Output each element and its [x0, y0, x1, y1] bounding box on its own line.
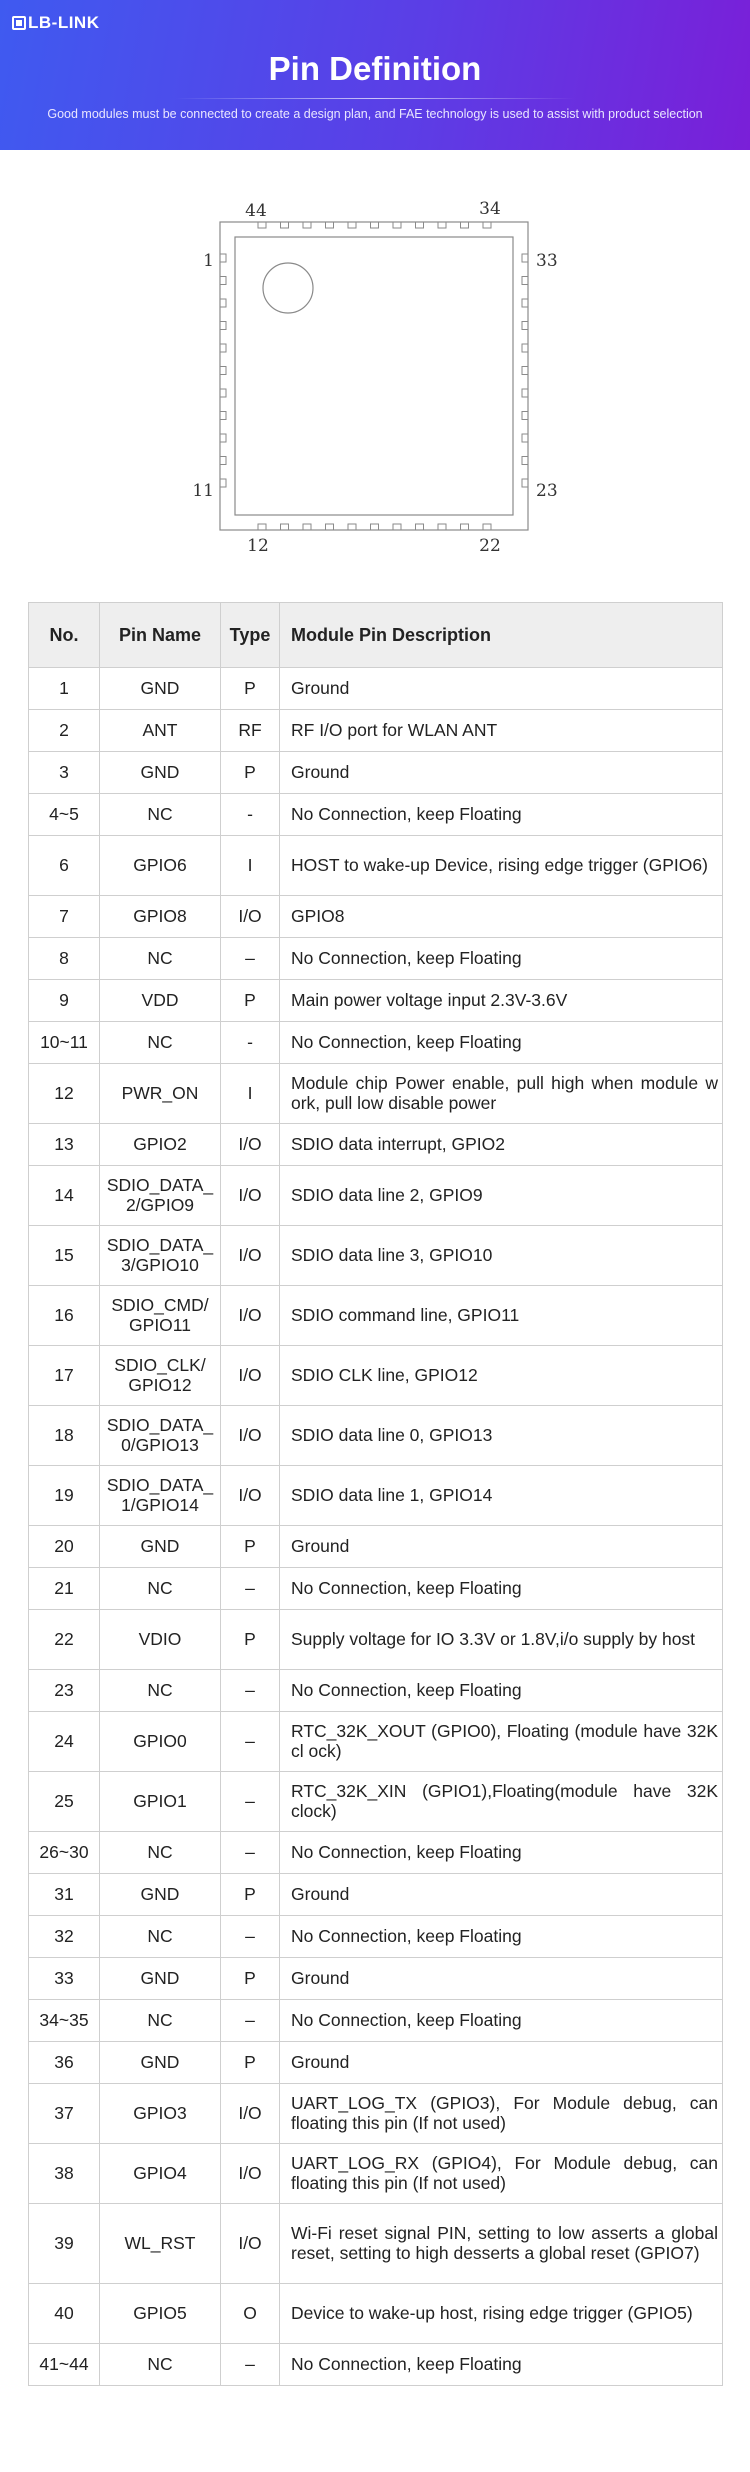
castellated-pad: [220, 322, 226, 330]
table-row: [29, 1610, 723, 1670]
table-row: [29, 2144, 723, 2204]
pin-type-cell: O: [221, 2284, 280, 2344]
pin-name-cell: VDD: [100, 980, 221, 1022]
header-banner: [0, 0, 750, 150]
table-row: [29, 2204, 723, 2284]
pin-description-cell: No Connection, keep Floating: [280, 938, 723, 980]
pin-number-cell: 22: [29, 1610, 100, 1670]
castellated-pad: [522, 367, 528, 375]
pin-type-cell: I: [221, 1064, 280, 1124]
castellated-pad: [258, 524, 266, 530]
castellated-pad: [522, 434, 528, 442]
pin-label-left-top: 1: [203, 251, 214, 271]
castellated-pad: [522, 344, 528, 352]
pin-type-cell: P: [221, 2042, 280, 2084]
table-row: [29, 1166, 723, 1226]
pin-number-cell: 20: [29, 1526, 100, 1568]
pin-name-cell: SDIO_DATA_ 2/GPIO9: [100, 1166, 221, 1226]
pin-number-cell: 19: [29, 1466, 100, 1526]
brand-logo-text: LB-LINK: [28, 13, 100, 32]
page-subtitle: Good modules must be connected to create a design plan, and FAE technology is used to assist with product selection: [47, 107, 703, 121]
pin-type-cell: I/O: [221, 1286, 280, 1346]
pin-type-cell: I: [221, 836, 280, 896]
pin-description-cell: RF I/O port for WLAN ANT: [280, 710, 723, 752]
table-row: [29, 938, 723, 980]
pin-type-cell: –: [221, 938, 280, 980]
castellated-pad: [258, 222, 266, 228]
table-row: [29, 794, 723, 836]
pin-description-cell: SDIO data line 2, GPIO9: [280, 1166, 723, 1226]
pin-name-cell: VDIO: [100, 1610, 221, 1670]
pin-name-cell: NC: [100, 1670, 221, 1712]
pin-description-cell: SDIO data interrupt, GPIO2: [280, 1124, 723, 1166]
castellated-pad: [522, 277, 528, 285]
pin-description-cell: SDIO data line 0, GPIO13: [280, 1406, 723, 1466]
pin-number-cell: 23: [29, 1670, 100, 1712]
castellated-pad: [220, 344, 226, 352]
pin-description-cell: Ground: [280, 1526, 723, 1568]
pin-type-cell: I/O: [221, 1466, 280, 1526]
table-row: [29, 2000, 723, 2042]
pin-label-bottom-left: 12: [247, 536, 269, 556]
castellated-pad: [483, 524, 491, 530]
column-header-description: Module Pin Description: [280, 603, 723, 668]
pin-type-cell: I/O: [221, 1226, 280, 1286]
castellated-pad: [220, 412, 226, 420]
pin-name-cell: GPIO1: [100, 1772, 221, 1832]
page-title: Pin Definition: [268, 50, 482, 87]
castellated-pad: [220, 367, 226, 375]
pin-type-cell: P: [221, 668, 280, 710]
pin-name-cell: GPIO6: [100, 836, 221, 896]
pin-number-cell: 16: [29, 1286, 100, 1346]
pin-number-cell: 12: [29, 1064, 100, 1124]
title-divider: [175, 98, 575, 99]
pin-description-cell: Ground: [280, 1874, 723, 1916]
table-row: [29, 896, 723, 938]
castellated-pad: [522, 389, 528, 397]
pin-type-cell: –: [221, 1772, 280, 1832]
pin-number-cell: 36: [29, 2042, 100, 2084]
pin-type-cell: –: [221, 1712, 280, 1772]
pin-name-cell: GND: [100, 1874, 221, 1916]
castellated-pad: [348, 222, 356, 228]
pin-number-cell: 25: [29, 1772, 100, 1832]
castellated-pad: [461, 222, 469, 228]
table-row: [29, 2284, 723, 2344]
logo-icon: [12, 16, 26, 30]
castellated-pad: [522, 299, 528, 307]
module-outer-border: [220, 222, 528, 530]
castellated-pad: [326, 524, 334, 530]
pin-type-cell: P: [221, 1610, 280, 1670]
table-row: [29, 1022, 723, 1064]
pin-number-cell: 6: [29, 836, 100, 896]
pin-number-cell: 24: [29, 1712, 100, 1772]
pin-name-cell: SDIO_DATA_ 3/GPIO10: [100, 1226, 221, 1286]
table-row: [29, 2344, 723, 2386]
column-header-type: Type: [221, 603, 280, 668]
column-header-no: No.: [29, 603, 100, 668]
pin-name-cell: NC: [100, 2000, 221, 2042]
pin-type-cell: –: [221, 1916, 280, 1958]
pin-name-cell: GPIO8: [100, 896, 221, 938]
pin-type-cell: I/O: [221, 2204, 280, 2284]
pin-number-cell: 10~11: [29, 1022, 100, 1064]
pin-name-cell: SDIO_CLK/ GPIO12: [100, 1346, 221, 1406]
pin-label-right-top: 33: [536, 251, 558, 271]
pin-name-cell: SDIO_DATA_ 1/GPIO14: [100, 1466, 221, 1526]
pin-type-cell: –: [221, 2344, 280, 2386]
table-row: [29, 1226, 723, 1286]
pin-description-cell: No Connection, keep Floating: [280, 1832, 723, 1874]
castellated-pad: [483, 222, 491, 228]
pin-name-cell: GPIO0: [100, 1712, 221, 1772]
castellated-pad: [326, 222, 334, 228]
table-row: [29, 1832, 723, 1874]
pin-number-cell: 34~35: [29, 2000, 100, 2042]
table-row: [29, 1712, 723, 1772]
pin-name-cell: ANT: [100, 710, 221, 752]
pin-label-right-bottom: 23: [536, 481, 558, 501]
pin-type-cell: P: [221, 980, 280, 1022]
castellated-pad: [281, 222, 289, 228]
table-row: [29, 1286, 723, 1346]
pin1-marker-circle: [263, 263, 313, 313]
pin-type-cell: P: [221, 1874, 280, 1916]
castellated-pad: [522, 479, 528, 487]
pin-type-cell: –: [221, 1568, 280, 1610]
pin-type-cell: I/O: [221, 1166, 280, 1226]
castellated-pad: [220, 299, 226, 307]
pin-name-cell: NC: [100, 1916, 221, 1958]
pin-name-cell: SDIO_CMD/ GPIO11: [100, 1286, 221, 1346]
pin-description-cell: UART_LOG_TX (GPIO3), For Module debug, can floating this pin (If not used): [280, 2084, 723, 2144]
pin-type-cell: I/O: [221, 1406, 280, 1466]
pin-name-cell: NC: [100, 1568, 221, 1610]
castellated-pad: [438, 222, 446, 228]
pin-type-cell: –: [221, 1832, 280, 1874]
pin-type-cell: P: [221, 1958, 280, 2000]
pin-definition-table: [28, 602, 723, 2386]
table-row: [29, 2042, 723, 2084]
pin-number-cell: 37: [29, 2084, 100, 2144]
pin-number-cell: 41~44: [29, 2344, 100, 2386]
table-row: [29, 710, 723, 752]
table-row: [29, 1958, 723, 2000]
pin-description-cell: Ground: [280, 668, 723, 710]
pin-description-cell: SDIO data line 1, GPIO14: [280, 1466, 723, 1526]
pin-label-top-left: 44: [245, 201, 267, 221]
castellated-pad: [416, 222, 424, 228]
pin-name-cell: WL_RST: [100, 2204, 221, 2284]
pin-name-cell: NC: [100, 938, 221, 980]
pin-number-cell: 39: [29, 2204, 100, 2284]
pin-description-cell: Ground: [280, 2042, 723, 2084]
pin-description-cell: SDIO command line, GPIO11: [280, 1286, 723, 1346]
brand-logo: [12, 13, 99, 33]
pin-description-cell: Module chip Power enable, pull high when module w ork, pull low disable power: [280, 1064, 723, 1124]
pin-name-cell: GPIO4: [100, 2144, 221, 2204]
pin-type-cell: I/O: [221, 1124, 280, 1166]
pin-description-cell: Ground: [280, 752, 723, 794]
castellated-pad: [220, 389, 226, 397]
pin-number-cell: 1: [29, 668, 100, 710]
pin-number-cell: 21: [29, 1568, 100, 1610]
pin-number-cell: 33: [29, 1958, 100, 2000]
table-row: [29, 980, 723, 1022]
pin-description-cell: Wi-Fi reset signal PIN, setting to low asserts a global reset, setting to high desserts a global reset (GPIO7): [280, 2204, 723, 2284]
pin-type-cell: RF: [221, 710, 280, 752]
table-row: [29, 836, 723, 896]
table-row: [29, 2084, 723, 2144]
pin-number-cell: 7: [29, 896, 100, 938]
table-body: [29, 668, 723, 2386]
table-row: [29, 752, 723, 794]
castellated-pad: [348, 524, 356, 530]
table-row: [29, 1568, 723, 1610]
pin-type-cell: I/O: [221, 2084, 280, 2144]
pin-label-bottom-right: 22: [479, 536, 501, 556]
table-row: [29, 1466, 723, 1526]
castellated-pad: [220, 457, 226, 465]
castellated-pad: [522, 412, 528, 420]
table-row: [29, 1772, 723, 1832]
pin-name-cell: GND: [100, 1526, 221, 1568]
pin-name-cell: GND: [100, 752, 221, 794]
pin-name-cell: NC: [100, 1022, 221, 1064]
table-row: [29, 1346, 723, 1406]
pin-description-cell: UART_LOG_RX (GPIO4), For Module debug, can floating this pin (If not used): [280, 2144, 723, 2204]
module-inner-border: [235, 237, 513, 515]
castellated-pad: [522, 457, 528, 465]
pin-type-cell: –: [221, 1670, 280, 1712]
pin-name-cell: GND: [100, 1958, 221, 2000]
pin-label-top-right: 34: [479, 199, 501, 219]
pin-description-cell: RTC_32K_XIN (GPIO1),Floating(module have 32K clock): [280, 1772, 723, 1832]
pin-number-cell: 31: [29, 1874, 100, 1916]
pin-name-cell: GND: [100, 2042, 221, 2084]
castellated-pad: [371, 222, 379, 228]
pin-type-cell: P: [221, 752, 280, 794]
castellated-pad: [371, 524, 379, 530]
pin-description-cell: No Connection, keep Floating: [280, 2000, 723, 2042]
pin-number-cell: 9: [29, 980, 100, 1022]
pin-number-cell: 40: [29, 2284, 100, 2344]
pin-description-cell: Ground: [280, 1958, 723, 2000]
pin-description-cell: Supply voltage for IO 3.3V or 1.8V,i/o supply by host: [280, 1610, 723, 1670]
pin-name-cell: NC: [100, 1832, 221, 1874]
castellated-pad: [303, 222, 311, 228]
pin-name-cell: GPIO2: [100, 1124, 221, 1166]
pin-number-cell: 14: [29, 1166, 100, 1226]
pin-description-cell: SDIO data line 3, GPIO10: [280, 1226, 723, 1286]
table-row: [29, 1874, 723, 1916]
castellated-pad: [522, 322, 528, 330]
pin-number-cell: 13: [29, 1124, 100, 1166]
pin-number-cell: 3: [29, 752, 100, 794]
table-row: [29, 1670, 723, 1712]
pin-name-cell: GPIO3: [100, 2084, 221, 2144]
pin-type-cell: -: [221, 794, 280, 836]
pin-description-cell: No Connection, keep Floating: [280, 1568, 723, 1610]
pin-name-cell: GPIO5: [100, 2284, 221, 2344]
pin-type-cell: I/O: [221, 2144, 280, 2204]
pin-description-cell: No Connection, keep Floating: [280, 1670, 723, 1712]
pin-description-cell: No Connection, keep Floating: [280, 1916, 723, 1958]
table-row: [29, 1916, 723, 1958]
castellated-pad: [393, 222, 401, 228]
pin-number-cell: 38: [29, 2144, 100, 2204]
castellated-pad: [303, 524, 311, 530]
column-header-pin-name: Pin Name: [100, 603, 221, 668]
table-header-row: [29, 603, 723, 668]
module-outline-svg: [0, 150, 750, 570]
pin-description-cell: HOST to wake-up Device, rising edge trigger (GPIO6): [280, 836, 723, 896]
pin-type-cell: I/O: [221, 1346, 280, 1406]
pin-description-cell: Main power voltage input 2.3V-3.6V: [280, 980, 723, 1022]
pin-number-cell: 26~30: [29, 1832, 100, 1874]
pin-type-cell: –: [221, 2000, 280, 2042]
pin-description-cell: SDIO CLK line, GPIO12: [280, 1346, 723, 1406]
pin-description-cell: RTC_32K_XOUT (GPIO0), Floating (module have 32K cl ock): [280, 1712, 723, 1772]
table-row: [29, 1064, 723, 1124]
castellated-pad: [438, 524, 446, 530]
pin-name-cell: NC: [100, 794, 221, 836]
castellated-pad: [220, 254, 226, 262]
castellated-pad: [220, 479, 226, 487]
pin-table-container: [28, 602, 722, 2386]
castellated-pad: [522, 254, 528, 262]
pin-description-cell: No Connection, keep Floating: [280, 794, 723, 836]
castellated-pad: [461, 524, 469, 530]
pin-number-cell: 8: [29, 938, 100, 980]
pin-number-cell: 15: [29, 1226, 100, 1286]
pin-name-cell: GND: [100, 668, 221, 710]
table-row: [29, 1526, 723, 1568]
pin-number-cell: 18: [29, 1406, 100, 1466]
castellated-pad: [220, 277, 226, 285]
pin-name-cell: SDIO_DATA_ 0/GPIO13: [100, 1406, 221, 1466]
pin-description-cell: Device to wake-up host, rising edge trigger (GPIO5): [280, 2284, 723, 2344]
castellated-pad: [416, 524, 424, 530]
table-row: [29, 1406, 723, 1466]
pin-description-cell: No Connection, keep Floating: [280, 1022, 723, 1064]
pin-diagram: [0, 150, 750, 570]
pin-number-cell: 2: [29, 710, 100, 752]
pin-type-cell: -: [221, 1022, 280, 1064]
pin-label-left-bottom: 11: [192, 481, 214, 501]
pin-number-cell: 17: [29, 1346, 100, 1406]
pad-group: [220, 222, 528, 530]
table-row: [29, 668, 723, 710]
pin-name-cell: NC: [100, 2344, 221, 2386]
pin-type-cell: I/O: [221, 896, 280, 938]
pin-number-cell: 4~5: [29, 794, 100, 836]
pin-number-cell: 32: [29, 1916, 100, 1958]
table-row: [29, 1124, 723, 1166]
pin-name-cell: PWR_ON: [100, 1064, 221, 1124]
pin-description-cell: No Connection, keep Floating: [280, 2344, 723, 2386]
castellated-pad: [281, 524, 289, 530]
pin-description-cell: GPIO8: [280, 896, 723, 938]
pin-type-cell: P: [221, 1526, 280, 1568]
castellated-pad: [220, 434, 226, 442]
castellated-pad: [393, 524, 401, 530]
